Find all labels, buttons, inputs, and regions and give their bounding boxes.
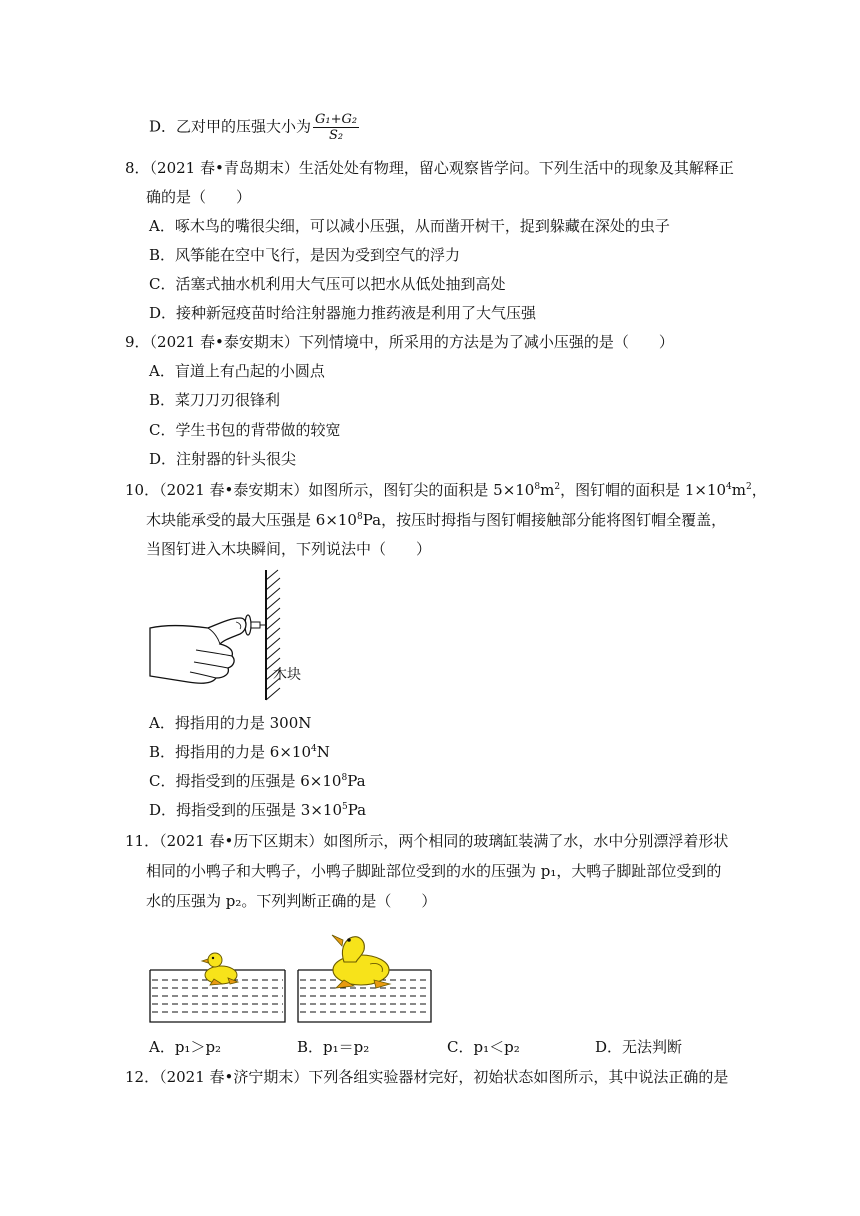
q11-option-b: B．p₁＝p₂ xyxy=(297,1038,370,1056)
q10-option-d-unit: Pa xyxy=(347,801,367,819)
q11-option-a: A．p₁＞p₂ xyxy=(149,1038,222,1056)
q10-text-b: m xyxy=(540,481,555,499)
q10-option-c xyxy=(149,771,366,791)
tank-small-duck xyxy=(150,953,285,1022)
q12-stem-line1: 12．（2021 春•济宁期末）下列各组实验器材完好，初始状态如图所示，其中说法正确的是 xyxy=(125,1068,729,1086)
q10-option-b xyxy=(149,742,330,762)
q10-option-b-exp: 4 xyxy=(311,744,317,754)
q11-option-d: D．无法判断 xyxy=(595,1038,683,1056)
q8-stem-line1: 8．（2021 春•青岛期末）生活处处有物理，留心观察皆学问。下列生活中的现象及其解释正 xyxy=(125,159,734,177)
q10-option-d-text: D．拇指受到的压强是 3×10 xyxy=(149,801,342,819)
q10-stem-line1 xyxy=(125,480,767,500)
q10-option-b-text: B．拇指用的力是 6×10 xyxy=(149,743,311,761)
q9-option-b: B．菜刀刀刃很锋利 xyxy=(149,391,281,409)
q7-fraction-numerator: G₁+G₂ xyxy=(315,112,358,127)
q7-fraction-denominator: S₂ xyxy=(329,128,344,143)
q8-option-c: C．活塞式抽水机利用大气压可以把水从低处抽到高处 xyxy=(149,275,506,293)
q10-text-a: 10．（2021 春•泰安期末）如图所示，图钉尖的面积是 5×10 xyxy=(125,481,535,499)
q10-text-d: m xyxy=(731,481,746,499)
q10-figure-thumbtack xyxy=(148,566,318,706)
q11-stem-line1: 11．（2021 春•历下区期末）如图所示，两个相同的玻璃缸装满了水，水中分别漂浮着形状 xyxy=(125,832,729,850)
q10-option-c-text: C．拇指受到的压强是 6×10 xyxy=(149,772,342,790)
q10-exp-1: 8 xyxy=(534,482,541,492)
q11-option-c: C．p₁＜p₂ xyxy=(447,1038,520,1056)
q10-line2-exp: 8 xyxy=(356,512,363,522)
q9-option-a: A．盲道上有凸起的小圆点 xyxy=(149,362,325,380)
q9-option-d: D．注射器的针头很尖 xyxy=(149,450,297,468)
q10-figure-label: 木块 xyxy=(273,667,301,683)
q10-option-c-unit: Pa xyxy=(347,772,366,790)
q11-figure-tanks xyxy=(148,920,438,1025)
q7-option-d xyxy=(149,112,359,143)
q10-option-b-unit: N xyxy=(316,743,330,761)
q10-exp-2: 2 xyxy=(554,482,561,492)
q8-option-d: D．接种新冠疫苗时给注射器施力推药液是利用了大气压强 xyxy=(149,304,537,322)
q9-stem: 9．（2021 春•泰安期末）下列情境中，所采用的方法是为了减小压强的是（ ） xyxy=(125,333,674,351)
q8-option-b: B．风筝能在空中飞行，是因为受到空气的浮力 xyxy=(149,246,461,264)
q10-text-c: ，图钉帽的面积是 1×10 xyxy=(560,481,727,499)
q10-exp-4: 2 xyxy=(746,482,752,492)
q11-stem-line2: 相同的小鸭子和大鸭子，小鸭子脚趾部位受到的水的压强为 p₁，大鸭子脚趾部位受到的 xyxy=(146,862,722,880)
q11-stem-line3: 水的压强为 p₂。下列判断正确的是（ ） xyxy=(146,892,437,910)
q8-option-a: A．啄木鸟的嘴很尖细，可以减小压强，从而凿开树干，捉到躲藏在深处的虫子 xyxy=(149,217,670,235)
q10-text-e: ， xyxy=(751,481,767,499)
q8-stem-line2: 确的是（ ） xyxy=(146,188,252,206)
q10-option-a: A．拇指用的力是 300N xyxy=(149,714,312,732)
q10-stem-line2 xyxy=(146,510,726,530)
q7-option-d-text: D．乙对甲的压强大小为 xyxy=(149,117,312,136)
q10-option-d xyxy=(149,800,366,820)
q7-fraction xyxy=(313,112,359,143)
q10-line2-b: Pa，按压时拇指与图钉帽接触部分能将图钉帽全覆盖， xyxy=(362,511,727,529)
tank-big-duck xyxy=(298,935,431,1022)
q10-option-d-exp: 5 xyxy=(342,802,348,812)
q10-stem-line3: 当图钉进入木块瞬间，下列说法中（ ） xyxy=(146,540,432,558)
q10-option-c-exp: 8 xyxy=(341,773,348,783)
q10-exp-3: 4 xyxy=(726,482,732,492)
q10-line2-a: 木块能承受的最大压强是 6×10 xyxy=(146,511,357,529)
q9-option-c: C．学生书包的背带做的较宽 xyxy=(149,421,341,439)
